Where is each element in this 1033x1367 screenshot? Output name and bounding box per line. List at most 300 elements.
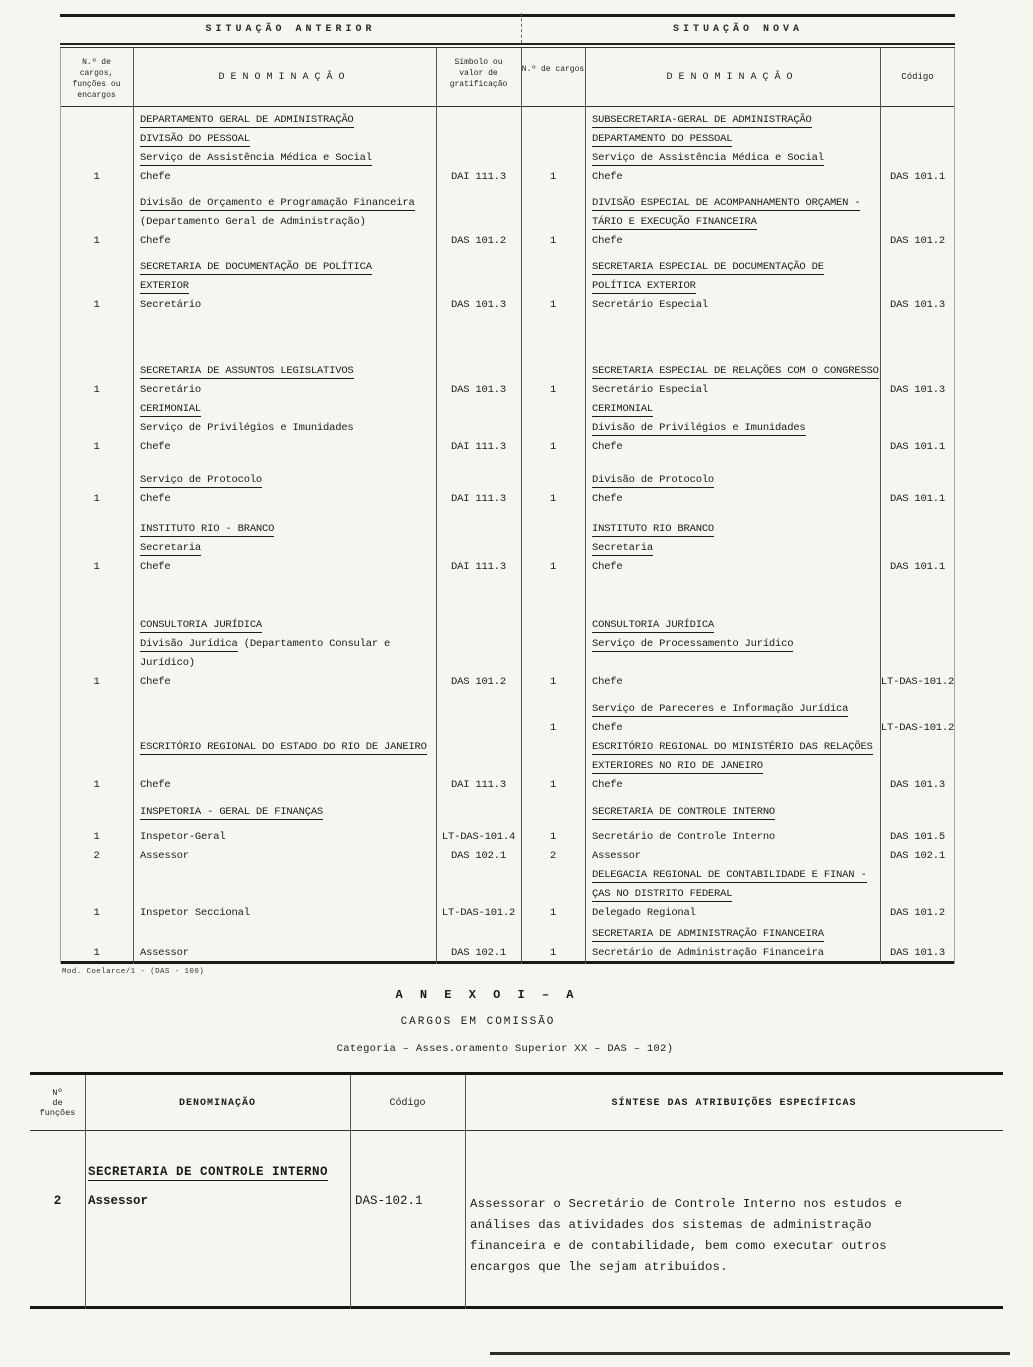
num-cell xyxy=(60,539,133,558)
num-cell xyxy=(521,738,585,757)
code-cell xyxy=(880,616,955,635)
vertical-rule xyxy=(465,1075,466,1309)
situacao-anterior-title: SITUAÇÃO ANTERIOR xyxy=(205,24,376,35)
symbol-cell xyxy=(436,419,521,438)
code-cell xyxy=(880,258,955,277)
annex-column-headers xyxy=(30,1075,1003,1131)
num-cell: 1 xyxy=(549,907,557,919)
code-cell xyxy=(880,130,955,149)
vertical-rule xyxy=(85,1075,86,1309)
symbol-cell: DAS 101.3 xyxy=(451,299,506,311)
annex-row-sintese: Assessorar o Secretário de Controle Interno nos estudos e análises das atividades dos sistemas de administração financeira e de contabilidade, bem como executar outros encargos que lhe sejam atribuidos. xyxy=(470,1197,903,1274)
num-cell: 2 xyxy=(549,850,557,862)
denomination-cell xyxy=(133,866,436,885)
annex-category-line: Categoria – Asses.oramento Superior XX – DAS – 102) xyxy=(336,1043,674,1055)
vertical-rule-center xyxy=(521,48,522,964)
denomination-cell xyxy=(133,700,436,719)
symbol-cell xyxy=(436,803,521,822)
denomination-cell: ESCRITÓRIO REGIONAL DO MINISTÉRIO DAS RELAÇÕES xyxy=(592,741,873,753)
num-cell: 1 xyxy=(93,676,100,688)
num-cell xyxy=(521,419,585,438)
symbol-cell xyxy=(436,616,521,635)
annex-row-codigo: DAS-102.1 xyxy=(355,1194,423,1208)
code-cell: DAS 101.1 xyxy=(890,171,945,183)
table-row xyxy=(60,490,955,509)
num-cell xyxy=(60,757,133,776)
denomination-cell: Inspetor Seccional xyxy=(140,907,250,919)
num-cell: 1 xyxy=(549,722,557,734)
table-row xyxy=(60,673,955,692)
num-cell xyxy=(60,520,133,539)
denomination-cell: DIVISÃO ESPECIAL DE ACOMPANHAMENTO ORÇAMEN - xyxy=(592,197,861,209)
situacao-nova-title: SITUAÇÃO NOVA xyxy=(672,24,803,35)
table-row xyxy=(60,558,955,577)
num-cell: 1 xyxy=(93,907,100,919)
table-row xyxy=(60,194,955,213)
symbol-cell: DAS 102.1 xyxy=(451,850,506,862)
num-cell xyxy=(521,149,585,168)
col-header-left-denominacao: DENOMINAÇÃO xyxy=(218,72,351,83)
denomination-cell: Chefe xyxy=(592,676,623,688)
symbol-cell xyxy=(436,213,521,232)
num-cell xyxy=(521,925,585,944)
num-cell: 1 xyxy=(549,947,557,959)
denomination-cell: ESCRITÓRIO REGIONAL DO ESTADO DO RIO DE JANEIRO xyxy=(140,741,427,753)
num-cell xyxy=(60,803,133,822)
code-cell: DAS 101.3 xyxy=(890,384,945,396)
table-title-band xyxy=(60,17,955,43)
denomination-cell: Serviço de Processamento Jurídico xyxy=(592,638,794,650)
denomination-cell: Assessor xyxy=(140,850,189,862)
table-row xyxy=(60,258,955,277)
num-cell xyxy=(521,654,585,673)
vertical-rule xyxy=(133,48,134,964)
num-cell: 1 xyxy=(549,299,557,311)
code-cell xyxy=(880,738,955,757)
denomination-cell: Chefe xyxy=(140,235,171,247)
code-cell: DAS 101.3 xyxy=(890,299,945,311)
num-cell xyxy=(60,700,133,719)
symbol-cell xyxy=(436,635,521,654)
symbol-cell xyxy=(436,866,521,885)
annex-table xyxy=(30,1072,1003,1309)
symbol-cell xyxy=(436,471,521,490)
denomination-cell: Chefe xyxy=(140,171,171,183)
table-row xyxy=(60,149,955,168)
code-cell: DAS 101.3 xyxy=(890,779,945,791)
denomination-cell: Chefe xyxy=(140,441,171,453)
denomination-cell: Chefe xyxy=(592,235,623,247)
code-cell xyxy=(880,213,955,232)
denomination-cell xyxy=(133,719,436,738)
num-cell: 1 xyxy=(93,561,100,573)
symbol-cell: DAS 101.3 xyxy=(451,384,506,396)
denomination-cell: Secretário Especial xyxy=(592,299,708,311)
denomination-cell: CERIMONIAL xyxy=(592,403,654,415)
vertical-rule xyxy=(436,48,437,964)
table-row xyxy=(60,539,955,558)
code-cell xyxy=(880,277,955,296)
num-cell: 1 xyxy=(93,493,100,505)
table-row xyxy=(60,277,955,296)
num-cell xyxy=(60,258,133,277)
center-divider-line xyxy=(521,13,522,43)
denomination-cell: SECRETARIA DE ASSUNTOS LEGISLATIVOS xyxy=(140,365,354,377)
num-cell xyxy=(60,362,133,381)
num-cell xyxy=(60,130,133,149)
denomination-cell: Chefe xyxy=(140,676,171,688)
symbol-cell xyxy=(436,520,521,539)
num-cell: 1 xyxy=(549,441,557,453)
table-row xyxy=(60,616,955,635)
form-model-footnote: Mod. Coelarce/1 - (DAS - 100) xyxy=(62,968,205,976)
num-cell xyxy=(521,130,585,149)
code-cell: DAS 101.2 xyxy=(890,907,945,919)
annex-row-num: 2 xyxy=(53,1194,62,1208)
num-cell xyxy=(60,616,133,635)
symbol-cell xyxy=(436,194,521,213)
next-page-edge-artifact xyxy=(490,1352,1010,1355)
denomination-cell xyxy=(133,757,436,776)
num-cell xyxy=(521,700,585,719)
code-cell xyxy=(880,362,955,381)
table-row xyxy=(60,362,955,381)
num-cell xyxy=(60,111,133,130)
denomination-cell: Divisão de Privilégios e Imunidades xyxy=(592,422,806,434)
code-cell: DAS 101.1 xyxy=(890,493,945,505)
code-cell xyxy=(880,400,955,419)
denomination-cell: Secretário xyxy=(140,299,202,311)
denomination-cell: Jurídico) xyxy=(140,657,195,669)
num-cell: 1 xyxy=(549,235,557,247)
symbol-cell xyxy=(436,539,521,558)
symbol-cell: DAS 102.1 xyxy=(451,947,506,959)
num-cell xyxy=(521,803,585,822)
denomination-cell: CERIMONIAL xyxy=(140,403,202,415)
num-cell xyxy=(60,213,133,232)
num-cell xyxy=(521,471,585,490)
table-row xyxy=(60,925,955,944)
denomination-cell: (Departamento Geral de Administração) xyxy=(140,216,366,228)
code-cell xyxy=(880,866,955,885)
table-row xyxy=(60,635,955,654)
situation-comparison-table xyxy=(60,14,955,964)
denomination-cell: Chefe xyxy=(592,441,623,453)
num-cell xyxy=(521,277,585,296)
denomination-cell: Serviço de Assistência Médica e Social xyxy=(592,152,824,164)
num-cell xyxy=(521,111,585,130)
symbol-cell: LT-DAS-101.4 xyxy=(441,831,516,843)
denomination-cell: TÁRIO E EXECUÇÃO FINANCEIRA xyxy=(592,216,757,228)
table-row xyxy=(60,866,955,885)
num-cell xyxy=(60,866,133,885)
code-cell: LT-DAS-101.2 xyxy=(880,722,955,734)
table-row xyxy=(60,381,955,400)
annex-table-body xyxy=(30,1131,1003,1309)
num-cell xyxy=(60,277,133,296)
denomination-cell: Chefe xyxy=(592,779,623,791)
denomination-cell: Delegado Regional xyxy=(592,907,696,919)
denomination-cell: SECRETARIA ESPECIAL DE RELAÇÕES COM O CONGRESSO xyxy=(592,365,879,377)
num-cell: 1 xyxy=(93,299,100,311)
num-cell xyxy=(521,213,585,232)
num-cell xyxy=(521,258,585,277)
num-cell: 1 xyxy=(93,441,100,453)
col-header-right-denominacao: DENOMINAÇÃO xyxy=(666,72,799,83)
num-cell: 1 xyxy=(549,779,557,791)
table-row xyxy=(60,168,955,187)
symbol-cell xyxy=(436,130,521,149)
num-cell: 2 xyxy=(93,850,100,862)
num-cell xyxy=(60,654,133,673)
num-cell xyxy=(521,362,585,381)
code-cell xyxy=(880,111,955,130)
symbol-cell xyxy=(436,111,521,130)
vertical-rule xyxy=(350,1075,351,1309)
denomination-cell: Chefe xyxy=(592,171,623,183)
denomination-cell: Divisão de Orçamento e Programação Financeira xyxy=(140,197,415,209)
num-cell: 1 xyxy=(93,384,100,396)
denomination-cell: DEPARTAMENTO DO PESSOAL xyxy=(592,133,733,145)
table-row xyxy=(60,213,955,232)
annex-col-header-denominacao: DENOMINAÇÃO xyxy=(178,1098,256,1109)
num-cell: 1 xyxy=(93,171,100,183)
symbol-cell xyxy=(436,885,521,904)
annex-section-heading: SECRETARIA DE CONTROLE INTERNO xyxy=(88,1165,329,1179)
symbol-cell: DAI 111.3 xyxy=(451,561,506,573)
symbol-cell: LT-DAS-101.2 xyxy=(441,907,516,919)
code-cell xyxy=(880,149,955,168)
denomination-cell: Secretário Especial xyxy=(592,384,708,396)
denomination-cell: SECRETARIA DE CONTROLE INTERNO xyxy=(592,806,776,818)
table-row xyxy=(60,419,955,438)
code-cell xyxy=(880,419,955,438)
num-cell xyxy=(521,757,585,776)
denomination-cell: Assessor xyxy=(592,850,641,862)
table-row xyxy=(60,130,955,149)
annex-subtitle: CARGOS EM COMISSÃO xyxy=(400,1016,556,1028)
col-header-right-num: N.º de cargos xyxy=(521,65,585,74)
vertical-rule xyxy=(60,48,61,964)
denomination-cell: DELEGACIA REGIONAL DE CONTABILIDADE E FINAN - xyxy=(592,869,867,881)
symbol-cell xyxy=(436,719,521,738)
num-cell: 1 xyxy=(549,831,557,843)
table-row xyxy=(60,471,955,490)
code-cell xyxy=(880,700,955,719)
denomination-cell: Serviço de Pareceres e Informação Jurídica xyxy=(592,703,849,715)
annex-col-header-sintese: SÍNTESE DAS ATRIBUIÇÕES ESPECÍFICAS xyxy=(611,1098,857,1109)
denomination-cell: EXTERIOR xyxy=(140,280,189,292)
code-cell: DAS 101.1 xyxy=(890,441,945,453)
num-cell: 1 xyxy=(93,947,100,959)
num-cell: 1 xyxy=(93,779,100,791)
symbol-cell: DAI 111.3 xyxy=(451,171,506,183)
table-row xyxy=(60,738,955,757)
table-row xyxy=(60,944,955,963)
denomination-cell: Secretário xyxy=(140,384,202,396)
num-cell xyxy=(60,194,133,213)
denomination-cell: Inspetor-Geral xyxy=(140,831,226,843)
symbol-cell xyxy=(436,654,521,673)
code-cell: DAS 102.1 xyxy=(890,850,945,862)
symbol-cell xyxy=(436,400,521,419)
denomination-cell: Chefe xyxy=(140,561,171,573)
code-cell xyxy=(880,520,955,539)
symbol-cell: DAI 111.3 xyxy=(451,493,506,505)
table-row xyxy=(60,803,955,822)
num-cell xyxy=(521,194,585,213)
denomination-cell xyxy=(133,885,436,904)
symbol-cell xyxy=(436,757,521,776)
code-cell: DAS 101.2 xyxy=(890,235,945,247)
code-cell: DAS 101.3 xyxy=(890,947,945,959)
denomination-cell: DIVISÃO DO PESSOAL xyxy=(140,133,250,145)
denomination-cell: INSTITUTO RIO BRANCO xyxy=(592,523,715,535)
code-cell: DAS 101.1 xyxy=(890,561,945,573)
denomination-cell: INSTITUTO RIO - BRANCO xyxy=(140,523,275,535)
num-cell: 1 xyxy=(93,235,100,247)
denomination-cell xyxy=(585,654,880,673)
denomination-cell: SUBSECRETARIA-GERAL DE ADMINISTRAÇÃO xyxy=(592,114,812,126)
denomination-cell: Divisão Jurídica (Departamento Consular e xyxy=(140,638,391,650)
denomination-cell: Serviço de Assistência Médica e Social xyxy=(140,152,372,164)
code-cell xyxy=(880,539,955,558)
table-row xyxy=(60,232,955,251)
table-row xyxy=(60,296,955,315)
denomination-cell: Chefe xyxy=(592,493,623,505)
num-cell: 1 xyxy=(549,561,557,573)
table-row xyxy=(60,654,955,673)
code-cell xyxy=(880,194,955,213)
num-cell xyxy=(60,400,133,419)
code-cell xyxy=(880,757,955,776)
num-cell xyxy=(60,885,133,904)
num-cell: 1 xyxy=(549,676,557,688)
table-row xyxy=(60,828,955,847)
denomination-cell: SECRETARIA DE ADMINISTRAÇÃO FINANCEIRA xyxy=(592,928,824,940)
col-header-left-num: N.º de cargos, funções ou encargos xyxy=(72,58,121,100)
vertical-rule xyxy=(585,48,586,964)
denomination-cell: SECRETARIA DE DOCUMENTAÇÃO DE POLÍTICA xyxy=(140,261,372,273)
num-cell xyxy=(60,419,133,438)
num-cell: 1 xyxy=(549,384,557,396)
vertical-rule xyxy=(954,48,955,964)
num-cell: 1 xyxy=(549,171,557,183)
col-header-right-codigo: Código xyxy=(901,72,934,82)
symbol-cell xyxy=(436,700,521,719)
symbol-cell xyxy=(436,362,521,381)
code-cell xyxy=(880,803,955,822)
num-cell xyxy=(521,616,585,635)
num-cell xyxy=(521,400,585,419)
code-cell xyxy=(880,635,955,654)
denomination-cell: Secretário de Controle Interno xyxy=(592,831,776,843)
denomination-cell: Chefe xyxy=(592,561,623,573)
num-cell xyxy=(521,635,585,654)
table-row xyxy=(60,847,955,866)
symbol-cell xyxy=(436,258,521,277)
code-cell xyxy=(880,885,955,904)
table-row xyxy=(60,776,955,795)
denomination-cell: Chefe xyxy=(592,722,623,734)
main-table-body xyxy=(60,107,955,964)
symbol-cell: DAS 101.2 xyxy=(451,676,506,688)
annex-title: A N E X O I – A xyxy=(395,988,579,1002)
symbol-cell xyxy=(436,738,521,757)
denomination-cell: CONSULTORIA JURÍDICA xyxy=(592,619,715,631)
num-cell xyxy=(60,925,133,944)
denomination-cell: Secretaria xyxy=(592,542,654,554)
denomination-cell: Chefe xyxy=(140,493,171,505)
code-cell xyxy=(880,471,955,490)
code-cell: LT-DAS-101.2 xyxy=(880,676,955,688)
code-cell xyxy=(880,654,955,673)
denomination-cell: EXTERIORES NO RIO DE JANEIRO xyxy=(592,760,763,772)
num-cell xyxy=(521,866,585,885)
symbol-cell xyxy=(436,149,521,168)
num-cell: 1 xyxy=(93,831,100,843)
num-cell: 1 xyxy=(549,493,557,505)
code-cell: DAS 101.5 xyxy=(890,831,945,843)
table-row xyxy=(60,438,955,457)
annex-col-header-num: Nº de funções xyxy=(39,1088,76,1118)
num-cell xyxy=(521,885,585,904)
num-cell xyxy=(521,539,585,558)
denomination-cell: CONSULTORIA JURÍDICA xyxy=(140,619,263,631)
symbol-cell: DAS 101.2 xyxy=(451,235,506,247)
annex-row-denominacao: Assessor xyxy=(88,1194,149,1208)
table-row xyxy=(60,400,955,419)
symbol-cell: DAI 111.3 xyxy=(451,779,506,791)
num-cell xyxy=(60,635,133,654)
table-row xyxy=(60,719,955,738)
num-cell xyxy=(60,719,133,738)
denomination-cell: Secretário de Administração Financeira xyxy=(592,947,824,959)
denomination-cell: INSPETORIA - GERAL DE FINANÇAS xyxy=(140,806,324,818)
denomination-cell: SECRETARIA ESPECIAL DE DOCUMENTAÇÃO DE xyxy=(592,261,824,273)
table-row xyxy=(60,904,955,923)
denomination-cell: Serviço de Protocolo xyxy=(140,474,263,486)
table-grid xyxy=(60,48,955,964)
annex-col-header-codigo: Código xyxy=(389,1098,426,1109)
col-header-left-symbol: Símbolo ou valor de gratificação xyxy=(449,58,508,89)
denomination-cell: Chefe xyxy=(140,779,171,791)
table-row xyxy=(60,885,955,904)
denomination-cell xyxy=(133,925,436,944)
table-row xyxy=(60,700,955,719)
table-row xyxy=(60,520,955,539)
denomination-cell: Assessor xyxy=(140,947,189,959)
num-cell xyxy=(60,149,133,168)
num-cell xyxy=(60,471,133,490)
column-headers-row xyxy=(60,48,955,107)
num-cell xyxy=(521,520,585,539)
denomination-cell: Secretaria xyxy=(140,542,202,554)
denomination-cell: POLÍTICA EXTERIOR xyxy=(592,280,696,292)
code-cell xyxy=(880,925,955,944)
symbol-cell: DAI 111.3 xyxy=(451,441,506,453)
table-row xyxy=(60,111,955,130)
denomination-cell: ÇAS NO DISTRITO FEDERAL xyxy=(592,888,733,900)
denomination-cell: Serviço de Privilégios e Imunidades xyxy=(140,422,354,434)
denomination-cell: DEPARTAMENTO GERAL DE ADMINISTRAÇÃO xyxy=(140,114,354,126)
denomination-cell: Divisão de Protocolo xyxy=(592,474,715,486)
symbol-cell xyxy=(436,925,521,944)
symbol-cell xyxy=(436,277,521,296)
num-cell xyxy=(60,738,133,757)
vertical-rule xyxy=(880,48,881,964)
table-row xyxy=(60,757,955,776)
